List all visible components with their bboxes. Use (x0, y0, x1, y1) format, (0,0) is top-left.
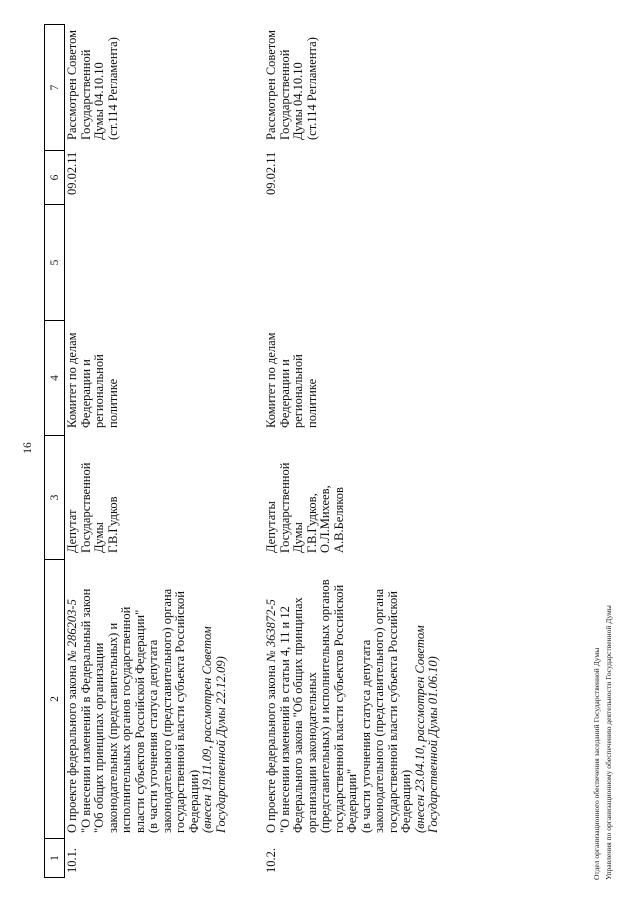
row-number: 10.1. (65, 848, 79, 873)
row-number: 10.2. (264, 848, 278, 873)
text-line: законодательного (представительного) органа (159, 588, 174, 833)
column-header-4: 4 (44, 320, 65, 436)
column-header-1: 1 (44, 838, 65, 878)
bill-title-cell (64, 558, 228, 838)
text-line: Депутат (65, 509, 79, 553)
text-line: Рассмотрен Советом (264, 29, 278, 140)
text-line: Комитет по делам (264, 332, 278, 428)
column-header-5: 5 (44, 204, 65, 321)
text-line: Государственной (78, 462, 93, 553)
initiator-cell (263, 433, 346, 558)
text-line: Федерации и (277, 359, 292, 428)
text-line: Государственной (277, 462, 292, 553)
text-line: Думы (92, 522, 106, 553)
text-line: Федерации) (186, 769, 201, 833)
text-line: Федерации и (78, 359, 93, 428)
text-line: О проекте федерального закона № 363872-5 (264, 599, 278, 833)
column-header-6: 6 (44, 150, 65, 205)
text-line: Государственной (277, 49, 292, 140)
council-status-cell (263, 18, 319, 145)
text-line: политике (304, 378, 319, 428)
council-status-cell (64, 18, 120, 145)
text-line: государственной власти субъектов Российской (331, 584, 346, 833)
text-line: Г.В.Гудков, (304, 493, 319, 553)
empty-cell (263, 200, 265, 317)
text-line: исполнительных органов государственной (119, 606, 133, 833)
text-line: Думы (291, 522, 305, 553)
text-line: "О внесении изменений в статьи 4, 11 и 12 (277, 606, 292, 833)
text-line: Федерации) (399, 769, 413, 833)
text-line: Федерального закона "Об общих принципах (291, 597, 305, 833)
empty-cell (64, 200, 66, 317)
committee-cell (263, 317, 319, 433)
review-date-cell: 09.02.11 (65, 151, 79, 195)
text-line: организации законодательных (304, 672, 319, 833)
text-line: государственной власти субъекта Российской (173, 591, 187, 833)
text-line: Рассмотрен Советом (65, 29, 79, 140)
text-line: законодательного (представительного) органа (372, 588, 386, 833)
text-line: политике (105, 378, 120, 428)
bill-title-cell (263, 558, 441, 838)
text-line: (внесен 19.11.09, рассмотрен Советом (200, 626, 214, 833)
footer-note (591, 605, 615, 880)
column-header-2: 2 (44, 559, 65, 839)
text-line: Г.В.Гудков (105, 496, 120, 553)
text-line: власти субъектов Российской Федерации" (132, 609, 147, 833)
agenda-row (64, 18, 228, 878)
text-line: Депутаты (264, 501, 278, 553)
text-line: (ст.114 Регламента) (304, 37, 319, 140)
text-line: А.В.Беляков (331, 487, 346, 553)
text-line: Государственной Думы 22.12.09) (213, 656, 228, 833)
review-date-cell: 09.02.11 (264, 151, 278, 195)
text-line: (в части уточнения статуса депутата (146, 639, 160, 833)
text-line: (внесен 23.04.10, рассмотрен Советом (412, 625, 427, 833)
column-header-7: 7 (44, 24, 65, 151)
text-line: Государственной (78, 49, 93, 140)
footer-line-2: Управления по организационному обеспечению деятельности Государственной Думы (604, 605, 613, 880)
text-line: "Об общих принципах организации (92, 642, 106, 833)
initiator-cell (64, 433, 120, 558)
text-line: государственной власти субъекта Российской (385, 591, 400, 833)
text-line: (представительных) и исполнительных органов (318, 579, 332, 833)
text-line: (в части уточнения статуса депутата (358, 639, 373, 833)
text-line: региональной (291, 354, 305, 428)
text-line: Думы 04.10.10 (92, 62, 106, 140)
text-line: О проекте федерального закона № 286203-5 (65, 599, 79, 833)
text-line: Думы 04.10.10 (291, 62, 305, 140)
text-line: "О внесении изменений в Федеральный закон (78, 588, 93, 833)
footer-line-1: Отдел организационного обеспечения заседаний Государственной Думы (592, 647, 601, 880)
page-number: 16 (22, 442, 34, 454)
agenda-row (263, 18, 441, 878)
text-line: Комитет по делам (65, 332, 79, 428)
text-line: Федерации" (345, 768, 359, 833)
table-column-header-row (44, 24, 65, 878)
column-header-3: 3 (44, 435, 65, 560)
text-line: региональной (92, 354, 106, 428)
text-line: О.Л.Михеев, (318, 485, 332, 553)
text-line: Государственной Думы 01.06.10) (426, 656, 440, 833)
text-line: (ст.114 Регламента) (105, 37, 120, 140)
text-line: законодательных (представительных) и (105, 622, 120, 833)
committee-cell (64, 317, 120, 433)
